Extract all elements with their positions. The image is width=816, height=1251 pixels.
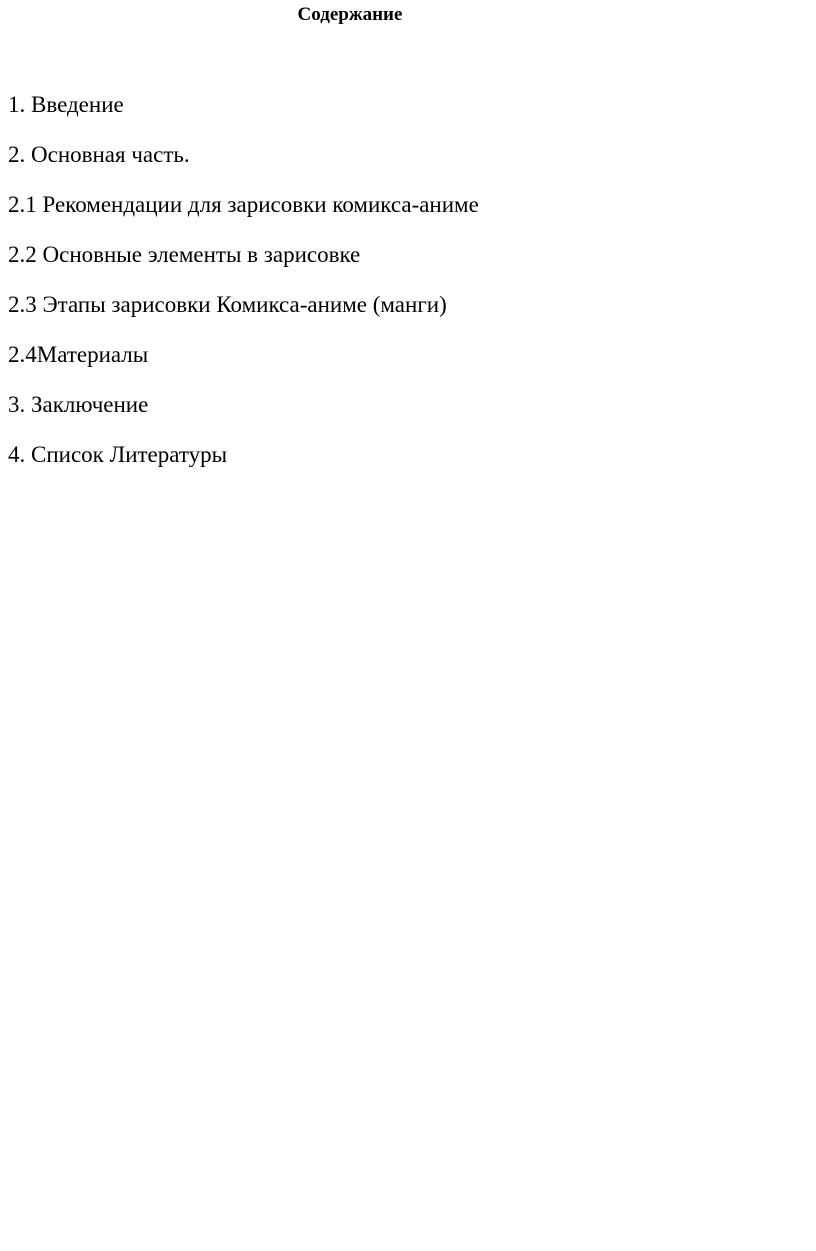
toc-item-drawing-stages: 2.3 Этапы зарисовки Комикса-аниме (манги) bbox=[8, 292, 447, 317]
toc-item-basic-elements: 2.2 Основные элементы в зарисовке bbox=[8, 242, 361, 267]
toc-item-conclusion: 3. Заключение bbox=[8, 392, 149, 417]
toc-item-materials: 2.4Материалы bbox=[8, 342, 149, 367]
table-of-contents bbox=[8, 89, 479, 489]
toc-item-recommendations: 2.1 Рекомендации для зарисовки комикса-аниме bbox=[8, 192, 479, 217]
toc-item-references: 4. Список Литературы bbox=[8, 442, 228, 467]
toc-item-introduction: 1. Введение bbox=[8, 92, 124, 117]
page-title: Содержание bbox=[297, 4, 403, 25]
toc-item-main-part: 2. Основная часть. bbox=[8, 142, 190, 167]
